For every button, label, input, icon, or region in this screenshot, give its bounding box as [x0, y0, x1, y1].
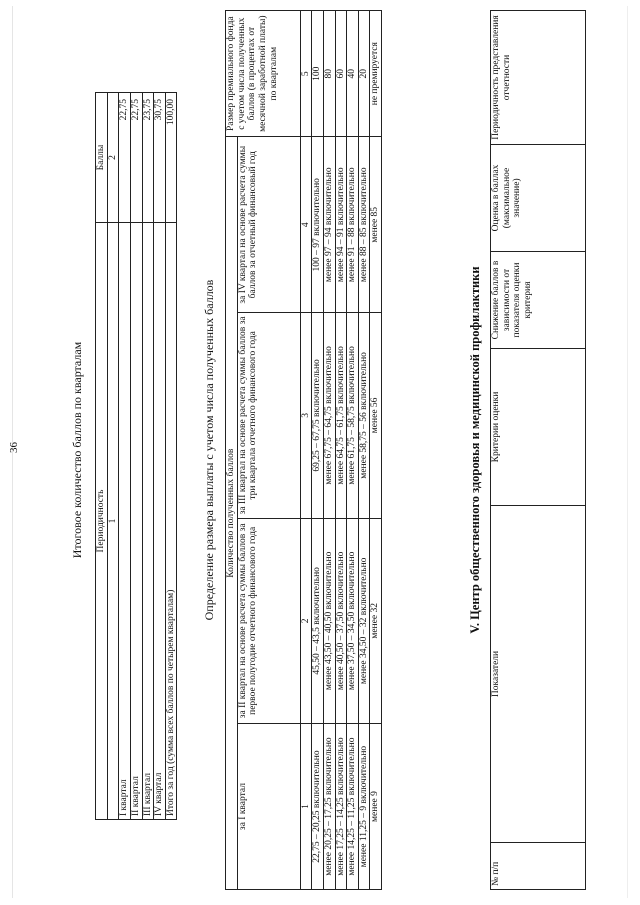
header-q1: за I квартал	[237, 724, 300, 890]
table-cell: 60	[335, 11, 347, 137]
table-cell: менее 61,75 – 58,75 включительно	[347, 313, 359, 518]
period-cell: I квартал	[119, 223, 131, 820]
points-cell: 22,75	[119, 93, 131, 223]
column-number: 2	[300, 518, 312, 723]
table-header-row	[96, 93, 108, 820]
header-indicators: Показатели	[491, 506, 586, 843]
table-row	[312, 11, 324, 890]
header-bonus-fund: Размер премиального фонда с учетом числа полученных баллов (в процентах от месячной заработной платы) по кварталам	[226, 11, 301, 137]
period-cell: II квартал	[130, 223, 142, 820]
table-cell: 45,50 – 43,5 включительно	[312, 518, 324, 723]
header-number: № п/п	[491, 843, 586, 890]
header-score: Оценка в баллах (максимальное значение)	[491, 145, 586, 252]
table-cell: не премируется	[370, 11, 382, 137]
period-cell: Итого за год (сумма всех баллов по четырем кварталам)	[165, 223, 177, 820]
table-cell: менее 34,50 – 32 включительно	[358, 518, 370, 723]
column-number: 1	[300, 724, 312, 890]
table-cell: менее 17,25 – 14,25 включительно	[335, 724, 347, 890]
rotated-page-content	[20, 10, 620, 890]
header-criteria: Критерии оценки	[491, 349, 586, 506]
table-cell: 40	[347, 11, 359, 137]
table-cell: менее 91 – 88 включительно	[347, 137, 359, 313]
table-cell: менее 9	[370, 724, 382, 890]
table-cell: менее 56	[370, 313, 382, 518]
table-column-numbers-row	[107, 93, 119, 820]
table-cell: менее 14,25 – 11,25 включительно	[347, 724, 359, 890]
points-cell: 23,75	[142, 93, 154, 223]
table-row	[165, 93, 177, 820]
column-number: 4	[300, 137, 312, 313]
points-cell: 100,00	[165, 93, 177, 223]
table-cell: менее 97 – 94 включительно	[323, 137, 335, 313]
column-number: 3	[300, 313, 312, 518]
period-cell: III квартал	[142, 223, 154, 820]
header-q2: за II квартал на основе расчета суммы баллов за первое полугодие отчетного финансового года	[237, 518, 300, 723]
page-number: 36	[8, 442, 20, 453]
table-header-row	[226, 11, 238, 890]
table-row	[119, 93, 131, 820]
points-cell: 22,75	[130, 93, 142, 223]
table-cell: менее 85	[370, 137, 382, 313]
table-cell: менее 67,75 – 64,75 включительно	[323, 313, 335, 518]
table-cell: менее 32	[370, 518, 382, 723]
table-cell: 69,25 – 67,75 включительно	[312, 313, 324, 518]
table-cell: менее 64,75 – 61,75 включительно	[335, 313, 347, 518]
header-q3: за III квартал на основе расчета суммы баллов за три квартала отчетного финансового года	[237, 313, 300, 518]
header-points-reduction: Снижение баллов в зависимости от показателя оценки критерия	[491, 252, 586, 349]
header-period: Периодичность	[96, 223, 108, 820]
table-cell: 22,75 – 20,25 включительно	[312, 724, 324, 890]
table-row	[154, 93, 166, 820]
quarter-totals-title: Итоговое количество баллов по кварталам	[70, 341, 84, 559]
header-reporting-period: Периодичность представления отчетности	[491, 11, 586, 145]
table-cell: 100	[312, 11, 324, 137]
table-row	[347, 11, 359, 890]
table-row	[335, 11, 347, 890]
table-cell: менее 94 – 91 включительно	[335, 137, 347, 313]
table-cell: менее 88 – 85 включительно	[358, 137, 370, 313]
table-cell: 80	[323, 11, 335, 137]
column-number: 2	[107, 93, 119, 223]
quarter-totals-table	[95, 92, 177, 820]
column-number: 1	[107, 223, 119, 820]
table-row	[358, 11, 370, 890]
table-row	[323, 11, 335, 890]
table-row	[130, 93, 142, 820]
table-cell: менее 20,25 – 17,25 включительно	[323, 724, 335, 890]
payment-size-title: Определение размера выплаты с учетом числа полученных баллов	[202, 279, 216, 621]
table-cell: менее 40,50 – 37,50 включительно	[335, 518, 347, 723]
header-q4: за IV квартал на основе расчета суммы баллов за отчетный финансовый год	[237, 137, 300, 313]
header-points: Баллы	[96, 93, 108, 223]
table-cell: менее 37,50 – 34,50 включительно	[347, 518, 359, 723]
table-header-row	[237, 11, 300, 890]
section-v-title: V. Центр общественного здоровья и медицинской профилактики	[468, 266, 482, 634]
table-cell: 20	[358, 11, 370, 137]
table-header-row	[491, 11, 586, 890]
points-cell: 30,75	[154, 93, 166, 223]
period-cell: IV квартал	[154, 223, 166, 820]
table-row	[370, 11, 382, 890]
table-row	[142, 93, 154, 820]
table-cell: менее 43,50 – 40,50 включительно	[323, 518, 335, 723]
table-cell: 100 – 97 включительно	[312, 137, 324, 313]
table-cell: менее 58,75 – 56 включительно	[358, 313, 370, 518]
table-column-numbers-row	[300, 11, 312, 890]
section-v-table	[490, 10, 586, 890]
header-points-count-group: Количество полученных баллов	[226, 137, 238, 890]
payment-size-table	[225, 10, 382, 890]
table-cell: менее 11,25 – 9 включительно	[358, 724, 370, 890]
column-number: 5	[300, 11, 312, 137]
